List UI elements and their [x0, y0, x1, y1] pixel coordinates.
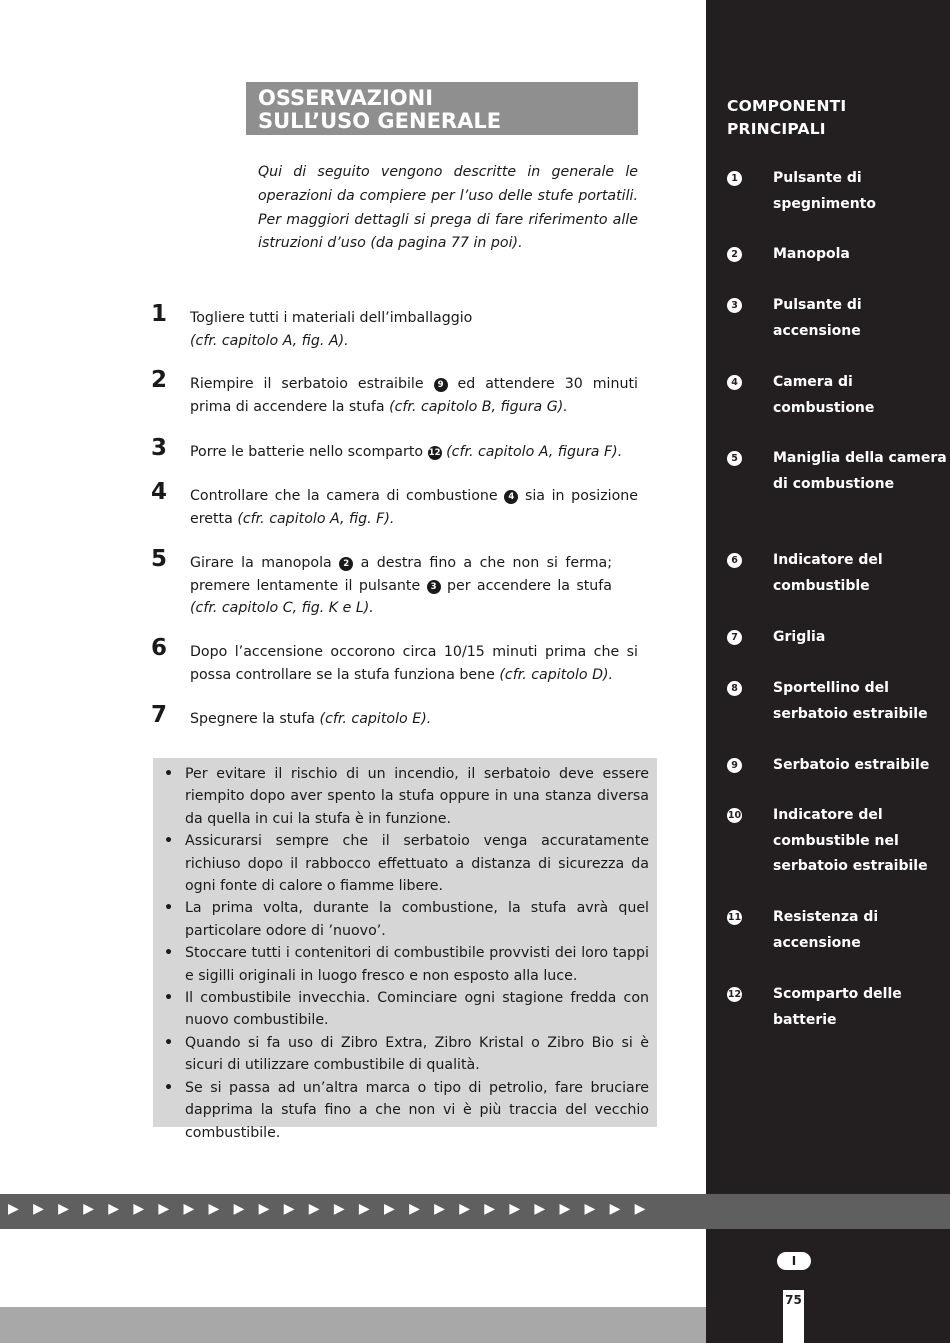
step-number: 5 [151, 546, 168, 572]
step-text: Togliere tutti i materiali dell’imballaggio (cfr. capitolo A, fig. A). [190, 310, 473, 349]
bullet-icon: • [164, 766, 174, 782]
note-item: • Se si passa ad un’altra marca o tipo di petrolio, fare bruciare dapprima la stufa fino a che non vi è più traccia del vecchio combustibile. [153, 1077, 657, 1144]
step-number: 7 [151, 702, 168, 728]
step-text: Dopo l’accensione occorono circa 10/15 minuti prima che si possa controllare se la stufa funziona bene (cfr. capitolo D). [190, 644, 638, 683]
component-number-icon: 6 [727, 553, 742, 568]
bullet-icon: • [164, 945, 174, 962]
bullet-icon: • [164, 990, 174, 1007]
component-label: Serbatoio estraibile [773, 757, 930, 773]
step-text: Riempire il serbatoio estraibile 9 ed attendere 30 minuti prima di accendere la stufa (cfr. capitolo B, figura G). [190, 376, 638, 415]
component-label: Resistenza di accensione [773, 909, 879, 951]
component-number-icon: 2 [727, 247, 742, 262]
component-badge: 12 [428, 448, 441, 458]
notes-list [153, 763, 657, 1144]
step-text: Spegnere la stufa (cfr. capitolo E). [190, 711, 432, 727]
component-number-icon: 7 [727, 630, 742, 645]
step-number: 2 [151, 367, 168, 393]
component-label: Indicatore del combustible nel serbatoio estraibile [773, 807, 928, 874]
bullet-icon: • [164, 1034, 174, 1051]
step-text: Girare la manopola 2 a destra fino a che non si ferma; premere lentamente il pulsante 3 per accendere la stufa (cfr. capitolo C, fig. K e L). [190, 555, 612, 616]
component-number-icon: 10 [727, 810, 742, 821]
component-number-icon: 4 [727, 375, 742, 390]
components-sidebar [706, 0, 950, 1343]
bottom-band [0, 1307, 706, 1343]
note-item: • La prima volta, durante la combustione, la stufa avrà quel particolare odore di ’nuovo’. [153, 897, 657, 942]
step-number: 3 [151, 435, 168, 461]
notes-box [153, 758, 657, 1141]
step-number: 6 [151, 635, 168, 661]
component-label: Camera di combustione [773, 374, 875, 416]
component-number-icon: 12 [727, 989, 742, 1000]
component-label: Griglia [773, 629, 826, 645]
page-number: 75 [785, 1293, 802, 1307]
arrow-right-icons: ▶▶▶▶▶▶▶▶▶▶▶▶▶▶▶▶▶▶▶▶▶▶▶▶▶▶ [8, 1201, 660, 1217]
component-number-icon: 1 [727, 171, 742, 186]
bullet-icon: • [164, 900, 174, 917]
component-label: Pulsante di accensione [773, 297, 862, 339]
sidebar-title: COMPONENTI PRINCIPALI [727, 97, 847, 138]
intro-paragraph: Qui di seguito vengono descritte in generale le operazioni da compiere per l’uso delle stufe portatili. Per maggiori dettagli si prega di fare riferimento alle istruzioni d’uso (da pagina 77 in poi). [258, 164, 638, 252]
note-item: • Per evitare il rischio di un incendio, il serbatoio deve essere riempito dopo aver spento la stufa oppure in una stanza diversa da quella in cui la stufa è in funzione. [153, 763, 657, 830]
component-label: Scomparto delle batterie [773, 986, 902, 1028]
note-item: • Assicurarsi sempre che il serbatoio venga accuratamente richiuso dopo il rabbocco effettuato a distanza di sicurezza da ogni fonte di calore o fiamme libere. [153, 830, 657, 897]
component-number-icon: 8 [727, 681, 742, 696]
component-badge: 2 [339, 557, 353, 571]
component-number-icon: 11 [727, 912, 742, 923]
bullet-icon: • [164, 833, 174, 850]
component-label: Maniglia della camera di combustione [773, 450, 947, 492]
bullet-icon: • [164, 1079, 174, 1096]
step-number: 1 [151, 301, 168, 327]
component-label: Pulsante di spegnimento [773, 170, 876, 212]
component-badge: 9 [434, 378, 448, 392]
step-text: Controllare che la camera di combustione 4 sia in posizione eretta (cfr. capitolo A, fig. F). [190, 488, 638, 527]
component-number-icon: 3 [727, 298, 742, 313]
component-badge: 3 [427, 580, 441, 594]
component-label: Sportellino del serbatoio estraibile [773, 680, 928, 722]
component-label: Indicatore del combustible [773, 552, 883, 594]
step-number: 4 [151, 479, 168, 505]
note-item: • Il combustibile invecchia. Cominciare ogni stagione fredda con nuovo combustibile. [153, 987, 657, 1032]
component-number-icon: 5 [727, 451, 742, 466]
page-number-tab [783, 1290, 804, 1343]
note-item: • Stoccare tutti i contenitori di combustibile provvisti dei loro tappi e sigilli originali in luogo fresco e non esposto alla luce. [153, 942, 657, 987]
component-number-icon: 9 [727, 758, 742, 773]
section-title-box [246, 82, 638, 135]
note-item: • Quando si fa uso di Zibro Extra, Zibro Kristal o Zibro Bio si è sicuri di utilizzare combustibile di qualità. [153, 1032, 657, 1077]
step-text: Porre le batterie nello scomparto 12 (cfr. capitolo A, figura F). [190, 444, 623, 460]
component-label: Manopola [773, 246, 850, 262]
component-badge: 4 [504, 490, 518, 504]
section-title: OSSERVAZIONI SULL’USO GENERALE [258, 86, 502, 133]
language-badge: I [777, 1252, 811, 1270]
arrow-band [0, 1194, 950, 1229]
